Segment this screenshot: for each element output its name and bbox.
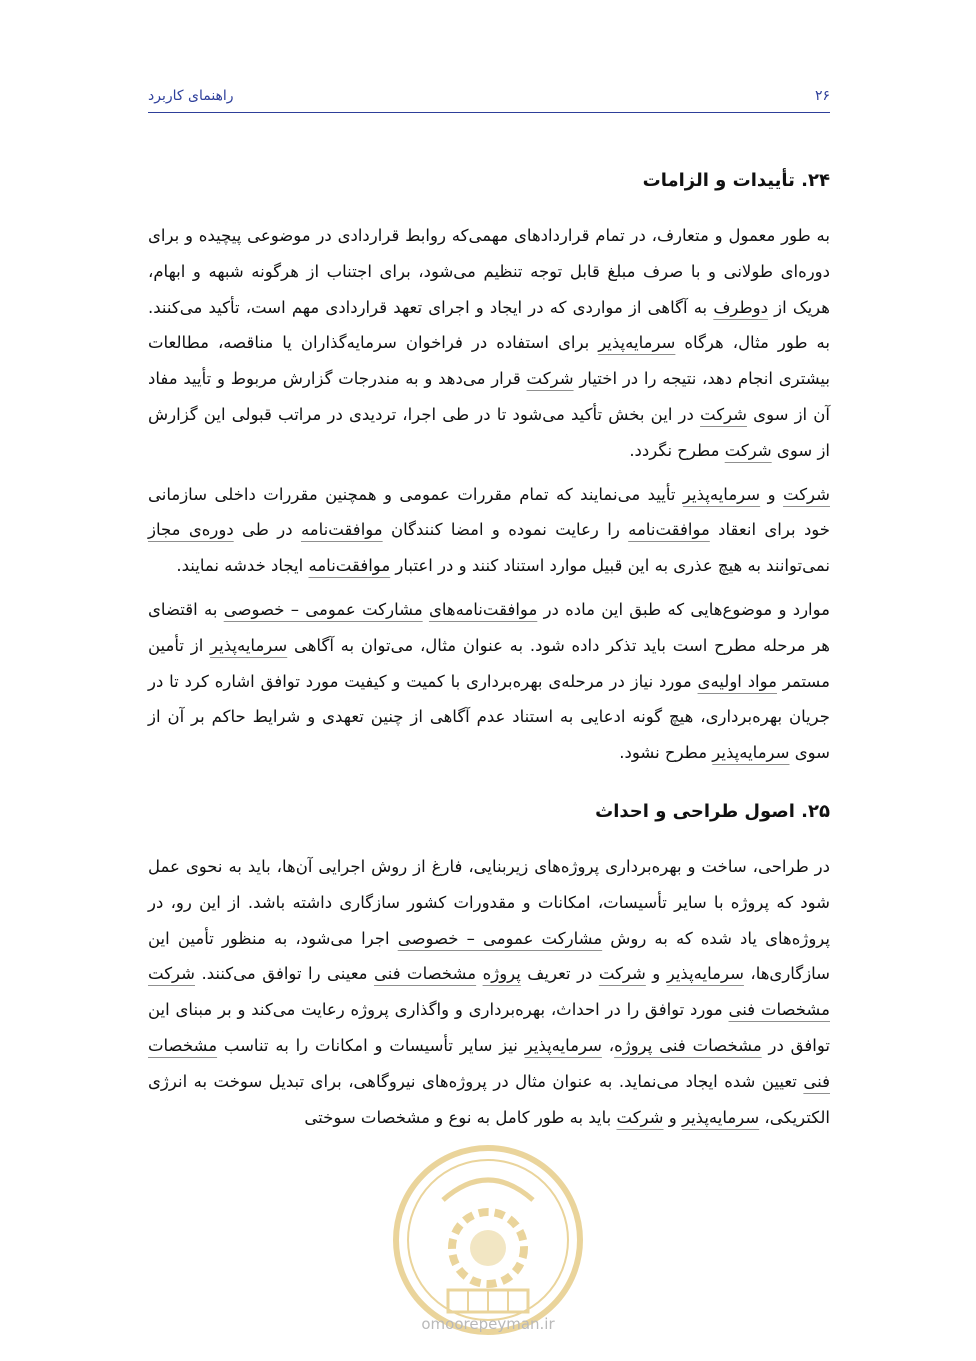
text-run: در تعریف [520, 964, 599, 984]
text-run: ایجاد خدشه نمایند. [176, 556, 309, 576]
text-run: و [760, 484, 783, 504]
paragraph [148, 592, 830, 771]
defined-term: مشارکت عمومی – خصوصی [223, 599, 423, 619]
defined-term: سرمایه‌پذیر [681, 1107, 760, 1127]
defined-term: پروژه [482, 964, 521, 984]
defined-term: شرکت [700, 404, 748, 424]
text-run: معینی را توافق می‌کنند. [195, 964, 374, 984]
text-run: و [645, 964, 667, 984]
defined-term: مواد اولیه‌ی [697, 671, 777, 691]
section-heading-25: ۲۵. اصول طراحی و احداث [595, 800, 830, 822]
paragraph [148, 849, 830, 1135]
text-run: برای استفاده در فراخوان سرمایه‌گذاران یا مناقصه، مطالعات بیشتری انجام دهد، نتیجه را در اختیار [148, 333, 831, 389]
defined-term: شرکت [148, 964, 195, 984]
defined-term: موافقت‌نامه [300, 520, 383, 540]
defined-term: شرکت [724, 440, 772, 460]
defined-term: سرمایه‌پذیر [524, 1035, 602, 1055]
page-body [148, 166, 830, 1143]
page-header [148, 80, 830, 113]
defined-term: سرمایه‌پذیر [712, 743, 790, 763]
text-run: نمی‌توانند به هیچ عذری به این قبیل موارد استناد کنند و در اعتبار [390, 556, 830, 576]
text-run: از تأمین مستمر [148, 635, 830, 691]
text-run: موارد و موضوع‌هایی که طبق این ماده در [537, 599, 830, 619]
text-run: به طور معمول و متعارف، در تمام قراردادهای مهمی‌که روابط قراردادی در موضوعی پیچیده و برای دوره‌ای طولانی و با صرف مبلغ قابل توجه تنظیم می‌شود، برای اجتناب از هرگونه شبهه و ابهام، هریک از [148, 226, 830, 317]
defined-term: دوطرف [713, 297, 768, 317]
defined-term: موافقت‌نامه‌های [428, 599, 538, 619]
defined-term: شرکت [526, 369, 574, 389]
text-run: در طی [233, 520, 301, 540]
defined-term: سرمایه‌پذیر [682, 484, 761, 504]
defined-term: دوره‌ی مجاز [148, 520, 234, 540]
text-run: مورد توافق را در احداث، بهره‌برداری و واگذاری پروژه رعایت می‌کند و بر مبنای این توافق در [148, 1000, 830, 1055]
defined-term: سرمایه‌پذیر [210, 635, 288, 655]
defined-term: موافقت‌نامه [628, 520, 710, 540]
section-heading-24: ۲۴. تأییدات و الزامات [642, 170, 830, 191]
text-run: قرار می‌دهد و به مندرجات گزارش مربوط و تأیید مفاد آن از سوی [148, 369, 830, 424]
defined-term: شرکت [783, 484, 830, 504]
page-number: ۲۶ [814, 88, 830, 104]
text-run: باید به طور کامل به نوع و مشخصات سوختی [304, 1107, 617, 1127]
watermark-site: omoorepeyman.ir [421, 1315, 555, 1333]
text-run: اجرا می‌شود، به منظور تأمین این سازگاری‌ها، [148, 928, 831, 984]
text-run: را رعایت نموده و امضا کنندگان [382, 520, 629, 540]
defined-term: سرمایه‌پذیر [666, 964, 744, 984]
text-run: تأیید می‌نمایند که تمام مقررات عمومی و همچنین مقررات داخلی سازمانی خود برای انعقاد [148, 484, 831, 540]
text-run: و [663, 1107, 682, 1127]
watermark-logo-icon [388, 1140, 588, 1340]
defined-term: مشخصات فنی پروژه [614, 1035, 762, 1055]
text-run: نیز سایر تأسیسات و امکانات را به تناسب [217, 1035, 525, 1055]
text-run: ، [601, 1035, 615, 1055]
text-run: به اقتضای هر مرحله مطرح است باید تذکر داده شود. به عنوان مثال، می‌توان به آگاهی [148, 599, 830, 655]
defined-term: شرکت [616, 1107, 664, 1127]
defined-term: مشارکت عمومی – خصوصی [397, 928, 603, 948]
defined-term: مشخصات فنی [148, 1035, 830, 1091]
text-run: مطرح نگردد. [629, 440, 725, 460]
defined-term: مشخصات فنی [728, 1000, 830, 1020]
defined-term: شرکت [598, 964, 646, 984]
defined-term: سرمایه‌پذیر [598, 333, 676, 353]
text-run: در طراحی، ساخت و بهره‌برداری پروژه‌های زیربنایی، فارغ از روش اجرایی آن‌ها، باید به نحوی عمل شود که پروژه با سایر تأسیسات، امکانات و مقدورات کشور سازگاری داشته باشد. از این رو، در پروژه‌های یاد شده که به روش [148, 856, 830, 948]
paragraph [148, 218, 830, 469]
text-run: مورد نیاز در مرحله‌ی بهره‌برداری با کمیت و کیفیت مورد توافق اشاره کرد تا در جریان بهره‌برداری، هیچ گونه ادعایی به استناد عدم آگاهی از چنین تعهدی و شرایط حاکم بر آن از سوی [148, 671, 830, 763]
defined-term: موافقت‌نامه [308, 556, 391, 576]
text-run: مطرح نشود. [619, 743, 713, 763]
defined-term: مشخصات فنی [373, 964, 477, 984]
text-run: در این بخش تأکید می‌شود تا در طی اجرا، تردیدی در مراتب قبولی این گزارش از سوی [148, 404, 830, 460]
paragraph [148, 477, 830, 584]
text-run: تعیین شده ایجاد می‌نماید. به عنوان مثال در پروژه‌های نیروگاهی، برای تبدیل سوخت به انرژی الکتریکی، [148, 1071, 830, 1127]
text-run: به آگاهی از مواردی که در ایجاد و اجرای تعهد قراردادی مهم است، تأکید می‌کنند. به طور مثال، هرگاه [148, 297, 830, 353]
running-title: راهنمای کاربرد [148, 88, 234, 104]
